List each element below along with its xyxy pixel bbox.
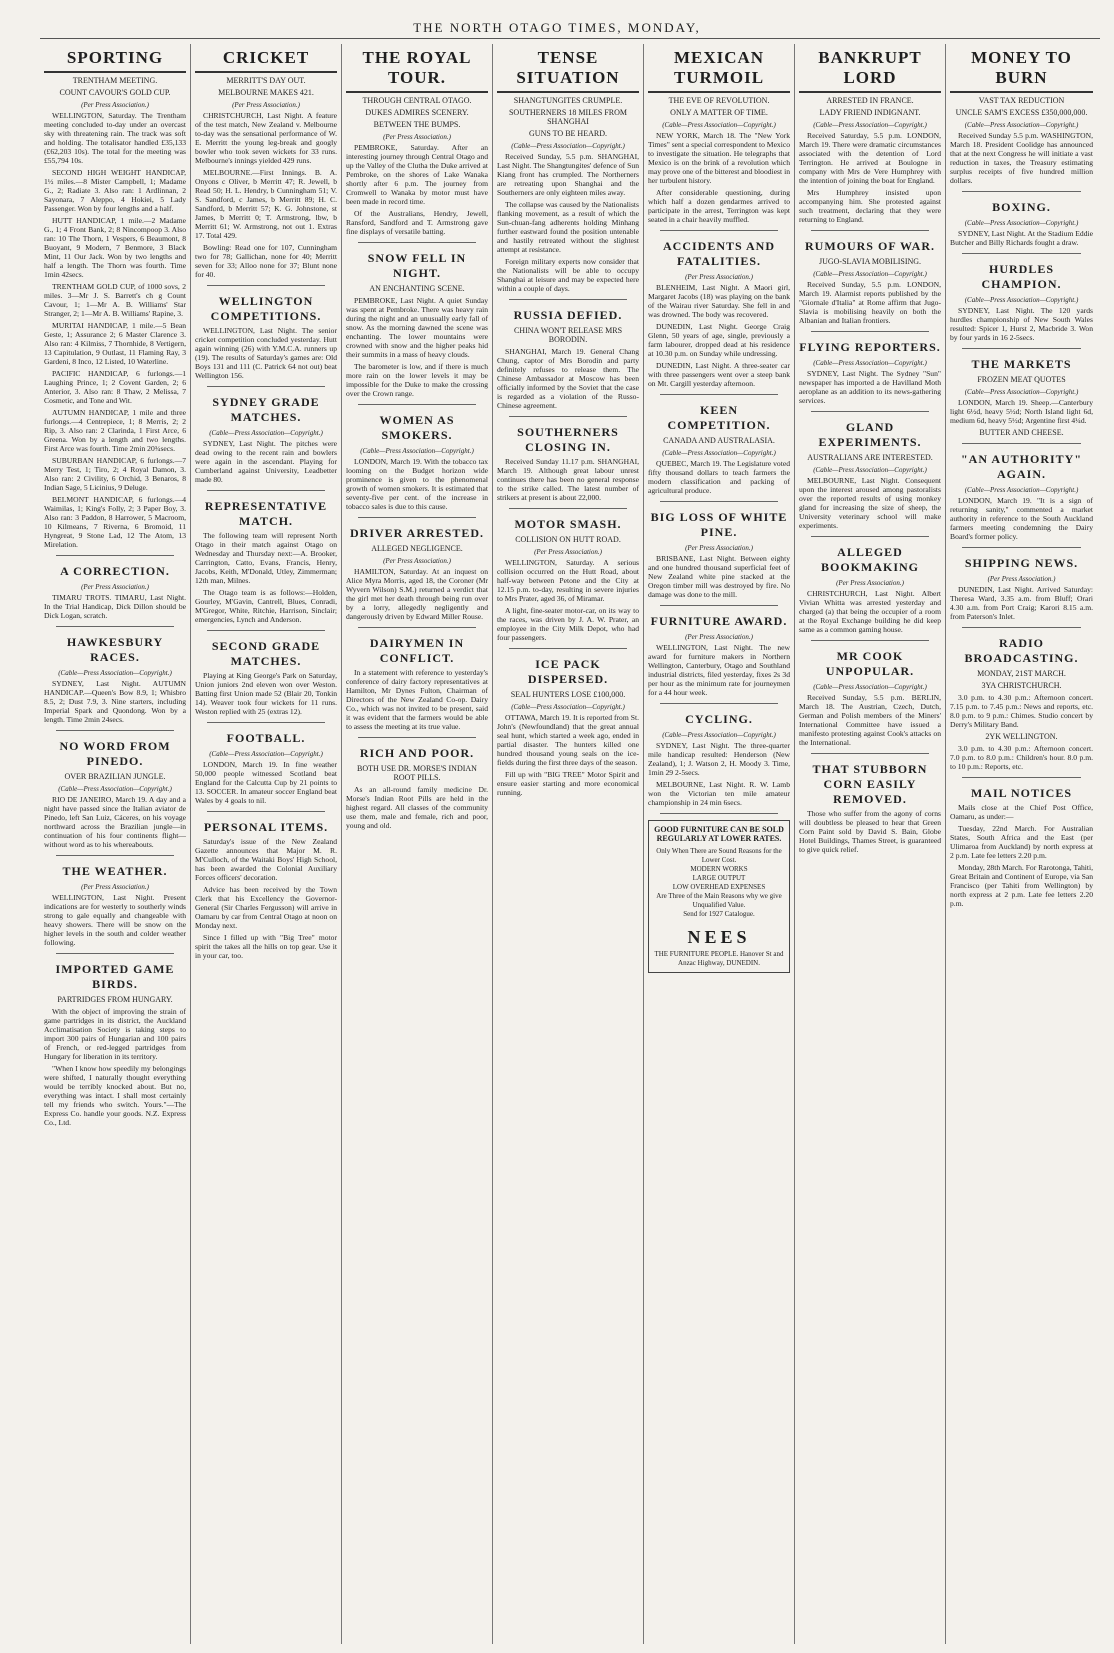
press-credit: (Cable—Press Association—Copyright.): [964, 486, 1079, 494]
section-divider: [56, 626, 174, 627]
section-headline: HAWKESBURY RACES.: [66, 635, 164, 664]
press-credit: (Cable—Press Association—Copyright.): [209, 750, 323, 758]
press-credit: (Cable—Press Association—Copyright.): [58, 785, 172, 793]
press-credit: (Per Press Association.): [383, 557, 451, 565]
section-headline: MOTOR SMASH.: [514, 517, 622, 531]
section-divider: [811, 331, 929, 332]
subheadline: BUTTER AND CHEESE.: [979, 428, 1064, 437]
section-headline: ICE PACK DISPERSED.: [527, 657, 609, 686]
article-paragraph: LONDON, March 19. With the tobacco tax looming on the Budget horizon wide prominence is given to the phenomenal growth of women smokers. It is estimated that seventy-five per cent. of the increase in tobacco sales is due to this cause.: [346, 457, 488, 511]
article-paragraph: MURITAI HANDICAP, 1 mile.—5 Bean Geste, 1; Assurance 2; 6 Master Clarence 3. Also ran: 4 Kilmiss, 7 Thornhide, 8 Vertigern, 13 Capitulation, 9 Outlast, 11 Flaming Ray, 3 Gardeni, 8 Inco, 12 Listed, 10 Waterline.: [44, 321, 186, 366]
article-paragraph: The following team will represent North Otago in their match against Otago on Wednesday and Thursday next:—A. Brooker, Carrington, Catto, Evans, Francis, Henry, Jacobs, Keith, M'Donald, Utley, Zimmerman; 12th man, Milnes.: [195, 531, 337, 585]
press-credit: (Cable—Press Association—Copyright.): [964, 121, 1079, 129]
article-paragraph: Received Saturday, 5.5 p.m. LONDON, March 19. There were dramatic circumstances associated with the detention of Lord Terrington. He arrived at Boulogne in company with Mrs de Vere Humphrey with the intention of joining the boat for England.: [799, 131, 941, 185]
article-paragraph: DUNEDIN, Last Night. George Craig Glenn, 50 years of age, single, previously a farm labourer, dropped dead at his residence at 10.30 p.m. on Sunday while undressing.: [648, 322, 790, 358]
section-divider: [811, 230, 929, 231]
subheadline: UNCLE SAM'S EXCESS £350,000,000.: [955, 108, 1088, 117]
article-paragraph: NEW YORK, March 18. The "New York Times" sent a special correspondent to Mexico to investigate the situation. He telegraphs that Mexico is on the brink of a revolution which may prove one of the bitterest and bloodiest in her turbulent history.: [648, 131, 791, 185]
ad-title: GOOD FURNITURE CAN BE SOLD REGULARLY AT LOWER RATES.: [654, 825, 784, 843]
article-paragraph: SYDNEY, Last Night. The pitches were dead owing to the recent rain and bowlers were again in the ascendant. Playing for Cumberland against University, Leadbetter made 80.: [195, 439, 337, 484]
section-headline: BANKRUPT LORD: [799, 48, 941, 93]
section-headline: TENSE SITUATION: [497, 48, 639, 93]
newspaper-page: [40, 44, 1100, 1644]
article-paragraph: 3.0 p.m. to 4.30 p.m.: Afternoon concert. 7.0 p.m. to 8.0 p.m.: Children's hour. 8.0 p.m. to 10 p.m.: Reports, etc.: [950, 744, 1093, 771]
article-paragraph: Bowling: Read one for 107, Cunningham two for 78; Gallichan, none for 40; Merritt seven for 33; Alloo none for 37; Blunt none for 40.: [195, 243, 337, 279]
section-headline: NO WORD FROM PINEDO.: [59, 739, 171, 768]
section-headline: MONEY TO BURN: [950, 48, 1093, 93]
article-paragraph: Tuesday, 22nd March. For Australian States, South Africa and the East (per Ulimaroa from Auckland) by north express at 2 p.m. Late fee letters 2.20 p.m.: [950, 824, 1093, 860]
section-divider: [962, 547, 1081, 548]
subheadline: 3YA CHRISTCHURCH.: [981, 681, 1062, 690]
section-divider: [660, 605, 778, 606]
press-credit: (Cable—Press Association—Copyright.): [662, 731, 776, 739]
article-paragraph: Advice has been received by the Town Clerk that his Excellency the Governor-General (Sir Charles Fergusson) will arrive in Oamaru by car from Central Otago at noon on Monday next.: [195, 885, 337, 930]
ad-footer: THE FURNITURE PEOPLE. Hanover St and Anzac Highway, DUNEDIN.: [654, 950, 784, 967]
section-divider: [509, 508, 627, 509]
article-paragraph: MELBOURNE, Last Night. R. W. Lamb won the Victorian ten mile amateur championship in 24 min 6secs.: [648, 780, 790, 807]
article-paragraph: PEMBROKE, Saturday. After an interesting journey through Central Otago and up the Valley of the Clutha the Duke arrived at Pembroke, on the shores of Lake Wanaka shortly after 6 p.m. The journey from Cromwell to Wanaka by motor must have been made in record time.: [346, 143, 488, 206]
section-divider: [358, 404, 476, 405]
press-credit: (Per Press Association.): [685, 273, 753, 281]
column-3: [342, 44, 493, 1644]
article-paragraph: "When I know how speedily my belongings were shifted, I naturally thought everything would be terribly knocked about. But no, everything was intact. I shall most certainly tell my friends who switch. Yours."—The Express Co. handle your goods. N.Z. Express Co., Ltd.: [44, 1064, 186, 1127]
column-1: [40, 44, 191, 1644]
subheadline: THROUGH CENTRAL OTAGO.: [362, 96, 472, 105]
press-credit: (Cable—Press Association—Copyright.): [511, 703, 625, 711]
article-paragraph: In a statement with reference to yesterday's conference of dairy factory representatives at Hamilton, Mr Dynes Fulton, Chairman of Directors of the New Zealand Co-op. Dairy Co., which was not invited to be present, said it was evident that the farmers would be able to assess the meeting at its true value.: [346, 668, 488, 731]
section-divider: [509, 416, 627, 417]
article-paragraph: SHANGHAI, March 19. General Chang Chung, captor of Mrs Borodin and party definitely refuses to release them. The Chinese Ambassador at Moscow has been officially informed by the Soviet that the case is regarded as a violation of the Russo-Chinese agreement.: [497, 347, 639, 410]
section-headline: SECOND GRADE MATCHES.: [211, 639, 321, 668]
subheadline: COLLISION ON HUTT ROAD.: [515, 535, 621, 544]
article-paragraph: The collapse was caused by the Nationalists flanking movement, as a result of which the Sun-chuan-fang adherents holding Minhang further eastward found the position untenable and hastily retreated without the slightest attempt at resistance.: [497, 200, 639, 254]
masthead: [0, 0, 1114, 40]
press-credit: (Cable—Press Association—Copyright.): [813, 683, 927, 691]
section-headline: CYCLING.: [685, 712, 753, 726]
subheadline: MELBOURNE MAKES 421.: [218, 88, 314, 97]
section-headline: MR COOK UNPOPULAR.: [825, 649, 915, 678]
press-credit: (Cable—Press Association—Copyright.): [360, 447, 474, 455]
ad-line: Send for 1927 Catalogue.: [683, 910, 755, 918]
section-divider: [358, 242, 476, 243]
article-paragraph: A light, fine-seater motor-car, on its way to the races, was driven by J. A. W. Prater, an employee in the City Milk Depot, who had four passengers.: [497, 606, 639, 642]
subheadline: ALLEGED NEGLIGENCE.: [371, 544, 463, 553]
press-credit: (Per Press Association.): [81, 883, 149, 891]
section-headline: FURNITURE AWARD.: [650, 614, 788, 628]
article-paragraph: BLENHEIM, Last Night. A Maori girl, Margaret Jacobs (18) was playing on the bank of the Wairau river Saturday. She fell in and was drowned. The body was recovered.: [648, 283, 790, 319]
section-divider: [811, 536, 929, 537]
ad-line: Only When There are Sound Reasons for the Lower Cost.: [656, 847, 782, 864]
section-divider: [811, 640, 929, 641]
masthead-title: THE NORTH OTAGO TIMES, MONDAY,: [413, 20, 701, 35]
article-paragraph: Mrs Humphrey insisted upon accompanying him. She protested against such treatment, declaring that they were returning to England.: [799, 188, 941, 224]
section-headline: ACCIDENTS AND FATALITIES.: [662, 239, 776, 268]
section-headline: WELLINGTON COMPETITIONS.: [210, 294, 322, 323]
article-paragraph: OTTAWA, March 19. It is reported from St. John's (Newfoundland) that the great annual seal hunt, which started a week ago, ended in partial disaster. The hunters killed one hundred thousand young seals on the ice-fields during the first three days of the season.: [497, 713, 639, 767]
article-paragraph: Monday, 28th March. For Rarotonga, Tahiti, Great Britain and Continent of Europe, via San Francisco (per Tahiti from Wellington) by north express at 2 p.m. Late fee letters 2.20 p.m.: [950, 863, 1093, 908]
article-paragraph: HAMILTON, Saturday. At an inquest on Alice Myra Morris, aged 18, the Coroner (Mr Wyvern Wilson) S.M.) returned a verdict that the girl met her death through being run over by a lorry, allegedly negligently and dangerously driven by Edward Miller Rouse.: [346, 567, 488, 621]
article-paragraph: SYDNEY, Last Night. The Sydney "Sun" newspaper has imported a de Havilland Moth aeroplane as an addition to its news-gathering services.: [799, 369, 941, 405]
article-paragraph: PACIFIC HANDICAP, 6 furlongs.—1 Laughing Prince, 1; 2 Covent Garden, 2; 6 Anterior, 3. Also ran: 8 Thaw, 2 Melissa, 7 Cosmetic, and Tone and Wit.: [44, 369, 186, 405]
column-4: [493, 44, 644, 1644]
section-headline: ALLEGED BOOKMAKING: [820, 545, 919, 574]
ad-brand: NEES: [687, 927, 751, 947]
section-headline: SPORTING: [44, 48, 186, 73]
article-paragraph: CHRISTCHURCH, Last Night. A feature of the test match, New Zealand v. Melbourne to-day was the sensational performance of W. E. Merritt the young leg-break and googly bowler who took seven wickets for 33 runs. Melbourne's innings yielded 429 runs.: [195, 111, 337, 165]
section-headline: SOUTHERNERS CLOSING IN.: [517, 425, 619, 454]
section-headline: FLYING REPORTERS.: [799, 340, 941, 354]
subheadline: MERRITT'S DAY OUT.: [226, 76, 306, 85]
press-credit: (Per Press Association.): [383, 133, 451, 141]
section-headline: SHIPPING NEWS.: [964, 556, 1079, 570]
section-headline: DRIVER ARRESTED.: [349, 526, 485, 540]
press-credit: (Cable—Press Association—Copyright.): [964, 388, 1079, 396]
subheadline: AN ENCHANTING SCENE.: [369, 284, 465, 293]
section-headline: THE MARKETS: [971, 357, 1072, 371]
section-divider: [660, 703, 778, 704]
section-headline: SNOW FELL IN NIGHT.: [367, 251, 467, 280]
section-divider: [962, 348, 1081, 349]
section-divider: [509, 648, 627, 649]
press-credit: (Per Press Association.): [81, 101, 149, 109]
press-credit: (Cable—Press Association—Copyright.): [813, 466, 927, 474]
subheadline: COUNT CAVOUR'S GOLD CUP.: [59, 88, 171, 97]
section-divider: [207, 490, 325, 491]
section-divider: [358, 737, 476, 738]
article-paragraph: WELLINGTON, Saturday. A serious collision occurred on the Hutt Road, about half-way between Petone and the City at 12.15 p.m. to-day, resulting in severe injuries to Mrs Prater, aged 36, of Miramar.: [497, 558, 639, 603]
section-divider: [207, 386, 325, 387]
section-divider: [962, 627, 1081, 628]
section-headline: CRICKET: [195, 48, 337, 73]
article-paragraph: The Otago team is as follows:—Holden, Gourley, M'Gavin, Cantrell, Blues, Conradi, M'Gregor, White, Ritchie, Harrison, Sinclair; emergencies, Lynch and Anderson.: [195, 588, 337, 624]
press-credit: (Per Press Association.): [534, 548, 602, 556]
article-paragraph: Received Sunday, 5.5 p.m. SHANGHAI, Last Night. The Shangtungites' defence of Sun Kiang front has crumpled. The Northerners are retreating upon Shanghai and the Southerners are only eighteen miles away.: [497, 152, 639, 197]
article-paragraph: Received Sunday, 5.5 p.m. LONDON, March 19. Alarmist reports published by the "Giornale d'Italia" at Rome affirm that Jugo-Slavia is mobilising heavily on both the Albanian and Italian frontiers.: [799, 280, 941, 325]
article-paragraph: The barometer is low, and if there is much more rain on the lower levels it may be impossible for the Duke to make the crossing over the Crown range.: [346, 362, 488, 398]
section-headline: PERSONAL ITEMS.: [203, 820, 329, 834]
subheadline: BETWEEN THE BUMPS.: [373, 120, 461, 129]
article-paragraph: WELLINGTON, Last Night. Present indications are for westerly to southerly winds strong to gale equally and changeable with heavy showers. There will be snow on the higher levels in the south and colder weather following.: [44, 893, 186, 947]
subheadline: CHINA WON'T RELEASE MRS BORODIN.: [513, 326, 623, 344]
section-headline: A CORRECTION.: [60, 564, 170, 578]
article-paragraph: Playing at King George's Park on Saturday, Union juniors 2nd eleven won over Weston. Batting first Union made 52 (Blair 20, Tonkin 14). Weaver took four wickets for 11 runs. Weston replied with 25 (extras 12).: [195, 671, 337, 716]
press-credit: (Per Press Association.): [987, 575, 1056, 583]
article-paragraph: Of the Australians, Hendry, Jewell, Ransford, Sandford and T. Armstrong gave fine displays of versatile batting.: [346, 209, 488, 236]
article-paragraph: CHRISTCHURCH, Last Night. Albert Vivian Whitta was arrested yesterday and charged (a) that being the occupier of a room at the Royal Exchange building he did keep same as a common gaming house.: [799, 589, 941, 634]
masthead-rule: [40, 38, 1100, 39]
section-headline: MAIL NOTICES: [970, 786, 1073, 800]
section-headline: BIG LOSS OF WHITE PINE.: [650, 510, 788, 539]
press-credit: (Per Press Association.): [836, 579, 904, 587]
article-paragraph: 3.0 p.m. to 4.30 p.m.: Afternoon concert. 7.15 p.m. to 7.45 p.m.: News and reports, etc. 8.0 p.m. to 9 p.m.: Chimes. Studio concert by Derry's Military Band.: [950, 693, 1093, 729]
article-paragraph: LONDON, March 19. In fine weather 50,000 people witnessed Scotland beat England for the Calcutta Cup by 21 points to 13. SOCCER. In amateur soccer England beat Wales by 4 goals to nil.: [195, 760, 337, 805]
section-divider: [962, 253, 1081, 254]
article-paragraph: MELBOURNE, Last Night. Consequent upon the interest aroused among pastoralists over the reported results of using monkey gland for increasing the size of sheep, the University veterinary school will make experiments.: [799, 476, 941, 530]
article-paragraph: LONDON, March 19. "It is a sign of returning sanity," commented a market authority in reference to the South Auckland farmers meeting condemning the Dairy Board's former policy.: [950, 496, 1093, 541]
subheadline: MONDAY, 21ST MARCH.: [977, 669, 1066, 678]
section-headline: THAT STUBBORN CORN EASILY REMOVED.: [812, 762, 928, 806]
press-credit: (Cable—Press Association—Copyright.): [813, 270, 927, 278]
section-divider: [962, 777, 1081, 778]
article-paragraph: RIO DE JANEIRO, March 19. A day and a night have passed since the Italian aviator de Pinedo, left San Luiz, Cáceres, on his voyage northward across the Brazilian jungle—in continuation of his four continents flight—without word as to his whereabouts.: [44, 795, 186, 849]
column-2: [191, 44, 342, 1644]
article-paragraph: WELLINGTON, Last Night. The senior cricket competition concluded yesterday. Hutt again winning (26) with Y.M.C.A. runners up (19). The results of Saturday's games are: Old Boys 131 and 111 (C. Patrick 64 not out) beat Wellington 156.: [195, 326, 337, 380]
section-divider: [207, 285, 325, 286]
press-credit: (Per Press Association.): [232, 101, 300, 109]
subheadline: FROZEN MEAT QUOTES: [977, 375, 1066, 384]
ad-line: Are Three of the Main Reasons why we give Unqualified Value.: [656, 892, 782, 909]
subheadline: TRENTHAM MEETING.: [72, 76, 158, 85]
section-divider: [962, 191, 1081, 192]
subheadline: BOTH USE DR. MORSE'S INDIAN ROOT PILLS.: [357, 764, 477, 782]
section-divider: [56, 855, 174, 856]
section-divider: [811, 753, 929, 754]
subheadline: SOUTHERNERS 18 MILES FROM SHANGHAI: [508, 108, 627, 126]
section-headline: SYDNEY GRADE MATCHES.: [212, 395, 320, 424]
section-headline: GLAND EXPERIMENTS.: [818, 420, 922, 449]
ad-line: LARGE OUTPUT: [692, 874, 746, 882]
article-paragraph: Mails close at the Chief Post Office, Oamaru, as under:—: [950, 803, 1093, 821]
section-headline: DAIRYMEN IN CONFLICT.: [369, 636, 465, 665]
section-divider: [56, 730, 174, 731]
article-paragraph: BRISBANE, Last Night. Between eighty and one hundred thousand superficial feet of New Zealand white pine stacked at the Oregon timber mill was destroyed by fire. No damage was done to the mill.: [648, 554, 790, 599]
subheadline: GUNS TO BE HEARD.: [529, 129, 607, 138]
article-paragraph: SUBURBAN HANDICAP, 6 furlongs.—7 Merry Test, 1; Tiro, 2; 4 Royal Damon, 3. Also ran: 2 Civility, 6 Orchid, 3 Benaros, 8 Indian Sage, 5 Licinius, 9 Deluge.: [44, 456, 186, 492]
subheadline: THE EVE OF REVOLUTION.: [668, 96, 770, 105]
article-paragraph: Foreign military experts now consider that the Nationalists will be able to occupy Shanghai at leisure and may be expected here within a couple of days.: [497, 257, 639, 293]
section-divider: [56, 555, 174, 556]
article-paragraph: LONDON, March 19. Sheep.—Canterbury light 6½d, heavy 5½d; North Island light 6d, medium 6d, heavy 5½d; Argentine first 4¼d.: [950, 398, 1093, 425]
section-headline: RUMOURS OF WAR.: [804, 239, 935, 253]
press-credit: (Per Press Association.): [81, 583, 149, 591]
section-headline: FOOTBALL.: [226, 731, 306, 745]
section-headline: HURDLES CHAMPION.: [981, 262, 1062, 291]
article-paragraph: Since I filled up with "Big Tree" motor spirit the takes all the hills on top gear. Use it in your car, too.: [195, 933, 337, 960]
article-paragraph: Those who suffer from the agony of corns will doubtless be pleased to hear that Green Corn Paint sold by David S. Bain, Globe Hotel Buildings, Thames Street, is guaranteed to give quick relief.: [799, 809, 941, 854]
article-paragraph: As an all-round family medicine Dr. Morse's Indian Root Pills are held in the highest regard. All classes of the community use them, male and female, rich and poor, young and old.: [346, 785, 488, 830]
article-paragraph: Received Sunday, 5.5 p.m. BERLIN, March 18. The Austrian, Czech, Dutch, German and Polish members of the Miners' International Committee have issued a manifesto protesting against Cook's attacks on the International.: [799, 693, 941, 747]
subheadline: DUKES ADMIRES SCENERY.: [365, 108, 469, 117]
subheadline: ARRESTED IN FRANCE.: [826, 96, 914, 105]
advertisement-box: [648, 820, 790, 973]
article-paragraph: QUEBEC, March 19. The Legislature voted fifty thousand dollars to teach farmers the modern classification and packing of agricultural produce.: [648, 459, 790, 495]
press-credit: (Cable—Press Association—Copyright.): [964, 296, 1079, 304]
subheadline: OVER BRAZILIAN JUNGLE.: [64, 772, 166, 781]
subheadline: LADY FRIEND INDIGNANT.: [819, 108, 921, 117]
ad-line: LOW OVERHEAD EXPENSES: [672, 883, 766, 891]
section-divider: [660, 230, 778, 231]
section-headline: RUSSIA DEFIED.: [513, 308, 623, 322]
section-headline: THE WEATHER.: [62, 864, 168, 878]
section-headline: RICH AND POOR.: [359, 746, 475, 760]
article-paragraph: DUNEDIN, Last Night. A three-seater car with three passengers went over a steep bank on Mt. Cargill yesterday afternoon.: [648, 361, 790, 388]
article-paragraph: HUTT HANDICAP, 1 mile.—2 Madame G., 1; 4 Front Bank, 2; 8 Nincompoop 3. Also ran: 10 The Thorn, 1 Vespers, 6 Beaumont, 8 Buoyant, 9 Modern, 7 Benmore, 3 Black Mint, 11 Our Jack. Won by two lengths and half a length. The Thorn was fourth. Time 1min 42secs.: [44, 216, 186, 279]
ad-line: MODERN WORKS: [690, 865, 748, 873]
section-headline: "AN AUTHORITY" AGAIN.: [960, 452, 1082, 481]
press-credit: (Cable—Press Association—Copyright.): [209, 429, 323, 437]
section-divider: [811, 411, 929, 412]
press-credit: (Cable—Press Association—Copyright.): [813, 121, 927, 129]
column-6: [795, 44, 946, 1644]
section-divider: [358, 517, 476, 518]
subheadline: AUSTRALIANS ARE INTERESTED.: [807, 453, 933, 462]
article-paragraph: Saturday's issue of the New Zealand Gazette announces that Major M. R. M'Culloch, of the Waitaki Boys' High School, has been awarded the Colonial Auxiliary Forces officers' decoration.: [195, 837, 337, 882]
section-headline: BOXING.: [992, 200, 1051, 214]
subheadline: SHANGTUNGITES CRUMPLE.: [513, 96, 623, 105]
article-paragraph: TRENTHAM GOLD CUP, of 1000 sovs, 2 miles. 3—Mr J. S. Barrett's ch g Count Cavour, 1; 1—Mr A. B. Williams' Star Stranger, 2; 1—Mr A. B. Williams' Rapine, 3.: [44, 282, 186, 318]
subheadline: ONLY A MATTER OF TIME.: [670, 108, 768, 117]
article-paragraph: SYDNEY, Last Night. The three-quarter mile handicap resulted: Henderson (New Zealand), 1; J. Watson 2, H. Moody 3. Time, 1min 29 2-5secs.: [648, 741, 790, 777]
section-divider: [56, 953, 174, 954]
article-paragraph: Received Sunday 11.17 p.m. SHANGHAI, March 19. Although great labour unrest continues there has been no general response to the strike called. The latest number of strikers at present is about 22,000.: [497, 457, 639, 502]
press-credit: (Per Press Association.): [685, 544, 753, 552]
article-paragraph: MELBOURNE.—First Innings. B. A. Onyons c Oliver, b Merritt 47; R. Jewell, b Read 50; H. L. Hendry, b Cunningham 51; V. S. Sandford, c James, b Merritt 89; H. C. Sandford, b Merritt 57; K. G. Johnstone, st James, b Merritt 0; T. Armstrong, lbw, b Merritt 61; W. Armstrong, not out 1. Extras 17. Total 429.: [195, 168, 337, 240]
section-divider: [207, 630, 325, 631]
section-divider: [509, 299, 627, 300]
section-divider: [207, 722, 325, 723]
subheadline: PARTRIDGES FROM HUNGARY.: [57, 995, 173, 1004]
article-paragraph: With the object of improving the strain of game partridges in its district, the Auckland Acclimatisation Society is taking steps to import 300 pairs of Hungarian and 100 pairs of French, or red-legged partridges from Hungary for liberation in its territory.: [44, 1007, 186, 1061]
press-credit: (Cable—Press Association—Copyright.): [58, 669, 172, 677]
press-credit: (Cable—Press Association—Copyright.): [964, 219, 1079, 227]
article-paragraph: WELLINGTON, Last Night. The new award for furniture makers in Northern Wellington, Canterbury, Otago and Southland industrial districts, filed yesterday, fixes 2s 3d per hour as the minimum rate for journeymen for a 44 hour week.: [648, 643, 790, 697]
section-divider: [358, 627, 476, 628]
section-headline: THE ROYAL TOUR.: [346, 48, 488, 93]
section-headline: REPRESENTATIVE MATCH.: [204, 499, 328, 528]
article-paragraph: WELLINGTON, Saturday. The Trentham meeting concluded to-day under an overcast sky with threatening rain. The track was soft and holding. The totalisator handled £35,133 (£62,203 10s). The total for the meeting was £55,794 10s.: [44, 111, 186, 165]
article-paragraph: SYDNEY, Last Night. AUTUMN HANDICAP.—Queen's Bow 8.9, 1; Whisbro 8.5, 2; Dust 7.9, 3. Nine starters, including Imperial Spark and Quondong. Won by a length. Time 2min 24secs.: [44, 679, 186, 724]
section-divider: [207, 811, 325, 812]
section-divider: [660, 501, 778, 502]
press-credit: (Per Press Association.): [685, 633, 753, 641]
article-paragraph: Fill up with "BIG TREE" Motor Spirit and ensure easier starting and more economical running.: [497, 770, 639, 797]
column-7: [946, 44, 1097, 1644]
article-paragraph: DUNEDIN, Last Night. Arrived Saturday: Theresa Ward, 3.35 a.m. from Bluff; Orari 4.30 a.m. from Port Craig; Karori 8.15 a.m. from Paterson's Inlet.: [950, 585, 1093, 621]
article-paragraph: After considerable questioning, during which half a dozen gendarmes arrived to participate in the arrest, Terrington was kept seated in a chair heavily muffled.: [648, 188, 790, 224]
article-paragraph: SECOND HIGH WEIGHT HANDICAP, 1½ miles.—8 Mister Campbell, 1; Madame G., 2; Radiate 3. Also ran: 1 Ardlinnan, 2 Sayonara, 7 Aleppo, 4 Hokiei, 5 Lady Passenger. Won by four lengths and a half.: [44, 168, 186, 213]
article-paragraph: AUTUMN HANDICAP, 1 mile and three furlongs.—4 Centrepiece, 1; 8 Merris, 2; 2 Rip, 3. Also ran: 2 Clarinda, 1 First Arce, 6 Greena. Won by a length and two lengths. First Arce was fourth. Time 2min 20¾secs.: [44, 408, 186, 453]
subheadline: 2YK WELLINGTON.: [985, 732, 1058, 741]
press-credit: (Cable—Press Association—Copyright.): [813, 359, 927, 367]
section-headline: WOMEN AS SMOKERS.: [379, 413, 455, 442]
subheadline: VAST TAX REDUCTION: [978, 96, 1065, 105]
subheadline: CANADA AND AUSTRALASIA.: [663, 436, 775, 445]
press-credit: (Cable—Press Association—Copyright.): [662, 121, 776, 129]
column-5: [644, 44, 795, 1644]
press-credit: (Cable—Press Association—Copyright.): [511, 142, 625, 150]
section-headline: RADIO BROADCASTING.: [964, 636, 1079, 665]
subheadline: SEAL HUNTERS LOSE £100,000.: [510, 690, 626, 699]
article-paragraph: SYDNEY, Last Night. At the Stadium Eddie Butcher and Billy Richards fought a draw.: [950, 229, 1093, 247]
section-divider: [660, 394, 778, 395]
article-paragraph: SYDNEY, Last Night. The 120 yards hurdles championship of New South Wales resulted: Spicer 1, Hurst 2, Macbride 3. Won by four yards in 16 2-5secs.: [950, 306, 1093, 342]
section-divider: [962, 443, 1081, 444]
article-paragraph: PEMBROKE, Last Night. A quiet Sunday was spent at Pembroke. There was heavy rain during the night and an unusually early fall of snow. As the morning dawned the scene was enchanting. The lower mountains were crowned with snow and the higher peaks hid their summits in a mass of heavy clouds.: [346, 296, 488, 359]
section-headline: IMPORTED GAME BIRDS.: [55, 962, 175, 991]
article-paragraph: TIMARU TROTS. TIMARU, Last Night. In the Trial Handicap, Dick Dillon should be Dick Logan, scratch.: [44, 593, 186, 620]
subheadline: JUGO-SLAVIA MOBILISING.: [818, 257, 922, 266]
section-headline: MEXICAN TURMOIL: [648, 48, 790, 93]
section-divider: [660, 813, 778, 814]
press-credit: (Cable—Press Association—Copyright.): [662, 449, 776, 457]
article-paragraph: Received Sunday 5.5 p.m. WASHINGTON, March 18. President Coolidge has announced that at the next Congress he will initiate a vast reduction in taxes, the Treasury estimating surplus receipts of five hundred million dollars.: [950, 131, 1093, 185]
section-headline: KEEN COMPETITION.: [667, 403, 771, 432]
article-paragraph: BELMONT HANDICAP, 6 furlongs.—4 Waimilas, 1; King's Folly, 2; 3 Paper Boy, 3. Also ran: 3 Paddon, 8 Harrower, 5 Macroom, 10 Kilmeans, 7 Riverna, 6 Bromoid, 11 Hyngreat, 9 Stone Lad, 12 The Atom, 13 Mirelation.: [44, 495, 186, 549]
